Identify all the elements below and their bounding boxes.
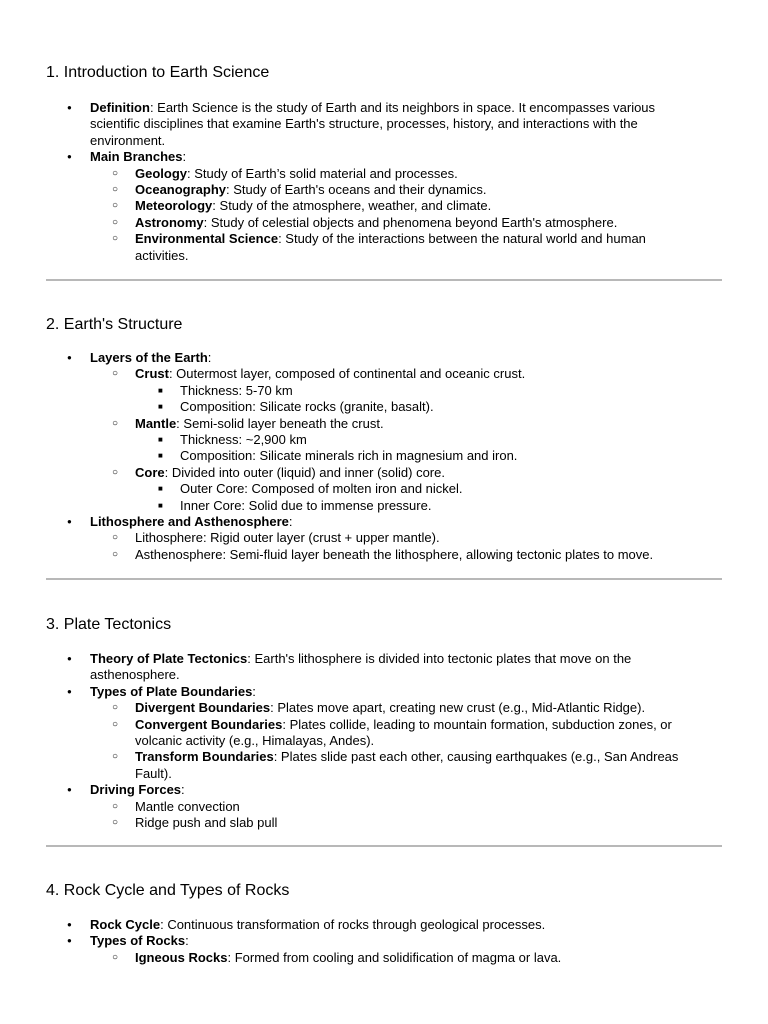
description: :: [252, 683, 256, 699]
description: :: [288, 514, 293, 530]
sub-list: [90, 950, 688, 966]
detail-item: ■ Inner Core: Solid due to immense pressure.: [135, 498, 688, 514]
term: Divergent Boundaries: [135, 700, 271, 716]
term: Igneous Rocks: [135, 949, 228, 965]
sub-item: [90, 749, 688, 782]
term: Environmental Science: [135, 231, 279, 247]
sub-item: ○ Asthenosphere: Semi-fluid layer beneath the lithosphere, allowing tectonic plates to move.: [90, 547, 688, 563]
term: Oceanography: [135, 182, 227, 198]
description: :: [207, 350, 212, 365]
description: :: [182, 149, 187, 165]
sub-item: [90, 700, 688, 716]
detail-item: ■ Thickness: ~2,900 km: [135, 432, 688, 448]
description: : Outermost layer, composed of continental and oceanic crust.: [168, 366, 526, 382]
bullet-list: [0, 350, 768, 563]
list-item: [0, 782, 688, 831]
section-divider: [46, 279, 722, 281]
term: Crust: [135, 366, 169, 382]
detail-item: ■ Thickness: 5-70 km: [135, 383, 688, 399]
description: : Formed from cooling and solidification of magma or lava.: [227, 949, 562, 965]
list-item: [0, 100, 688, 149]
term: Types of Plate Boundaries: [90, 683, 253, 699]
description: : Study of celestial objects and phenomena beyond Earth's atmosphere.: [203, 214, 618, 230]
list-item: [0, 149, 688, 264]
sub-item: [90, 416, 688, 465]
term: Driving Forces: [90, 782, 182, 798]
description: : Study of Earth’s solid material and processes.: [187, 165, 458, 181]
sub-list: [90, 166, 688, 264]
sub-item: [90, 717, 688, 750]
list-item: [0, 917, 688, 933]
section-heading: 3. Plate Tectonics: [46, 616, 172, 633]
list-item: [0, 651, 688, 684]
list-item: [0, 514, 688, 563]
sub-item: [90, 182, 688, 198]
term: Types of Rocks: [90, 933, 186, 949]
description: : Continuous transformation of rocks through geological processes.: [160, 917, 546, 932]
bullet-list: [0, 917, 768, 966]
term: Transform Boundaries: [135, 749, 274, 765]
description: : Semi-solid layer beneath the crust.: [176, 415, 384, 431]
bullet-list: [0, 100, 768, 264]
sub-list: [90, 366, 688, 514]
section-heading: 2. Earth's Structure: [46, 316, 183, 333]
term: Layers of the Earth: [90, 350, 208, 365]
description: : Study of Earth's oceans and their dynamics.: [226, 182, 487, 198]
sub-item: [90, 166, 688, 182]
sub-item: ○ Mantle convection: [90, 799, 688, 815]
bullet-list: [0, 651, 768, 831]
description: : Divided into outer (liquid) and inner (solid) core.: [164, 464, 445, 480]
detail-item: ■ Outer Core: Composed of molten iron and nickel.: [135, 481, 688, 497]
description: : Plates collide, leading to mountain formation, subduction zones, or volcanic activity (e.g., Himalayas, Andes).: [135, 716, 672, 749]
term: Mantle: [135, 415, 177, 431]
term: Main Branches: [90, 149, 183, 165]
section-divider: [46, 578, 722, 580]
sub-sub-list: [135, 481, 688, 514]
sub-list: [90, 799, 688, 832]
sub-list: [90, 530, 688, 563]
term: Astronomy: [135, 214, 204, 230]
term: Theory of Plate Tectonics: [90, 651, 248, 666]
sub-sub-list: [135, 432, 688, 465]
detail-item: ■ Composition: Silicate minerals rich in magnesium and iron.: [135, 448, 688, 464]
sub-list: [90, 700, 688, 782]
sub-sub-list: [135, 383, 688, 416]
term: Lithosphere and Asthenosphere: [90, 514, 289, 530]
list-item: [0, 684, 688, 782]
sub-item: [90, 231, 688, 264]
list-item: [0, 350, 688, 514]
section-heading: 1. Introduction to Earth Science: [46, 64, 270, 81]
sub-item: [90, 366, 688, 415]
term: Definition: [90, 100, 150, 115]
description: : Plates slide past each other, causing earthquakes (e.g., San Andreas Fault).: [135, 749, 679, 781]
description: : Study of the atmosphere, weather, and climate.: [212, 198, 492, 214]
sub-item: [90, 465, 688, 514]
description: : Earth's lithosphere is divided into tectonic plates that move on the asthenosphere.: [90, 651, 632, 683]
term: Convergent Boundaries: [135, 716, 283, 732]
section-heading: 4. Rock Cycle and Types of Rocks: [46, 882, 290, 899]
list-item: [0, 933, 688, 966]
description: :: [185, 933, 189, 949]
sub-item: [90, 950, 688, 966]
description: :: [181, 782, 185, 798]
term: Geology: [135, 165, 188, 181]
description: : Earth Science is the study of Earth and its neighbors in space. It encompasses various scientific disciplines that examine Earth's structure, processes, history, and interactions with the environment.: [90, 100, 656, 148]
description: : Study of the interactions between the natural world and human activities.: [135, 231, 646, 263]
sub-item: [90, 198, 688, 214]
description: : Plates move apart, creating new crust (e.g., Mid-Atlantic Ridge).: [270, 700, 646, 716]
sub-item: ○ Ridge push and slab pull: [90, 815, 688, 831]
term: Rock Cycle: [90, 917, 161, 932]
term: Meteorology: [135, 198, 213, 214]
detail-item: ■ Composition: Silicate rocks (granite, basalt).: [135, 399, 688, 415]
sub-item: [90, 215, 688, 231]
sub-item: ○ Lithosphere: Rigid outer layer (crust + upper mantle).: [90, 530, 688, 546]
section-divider: [46, 845, 722, 847]
term: Core: [135, 464, 165, 480]
